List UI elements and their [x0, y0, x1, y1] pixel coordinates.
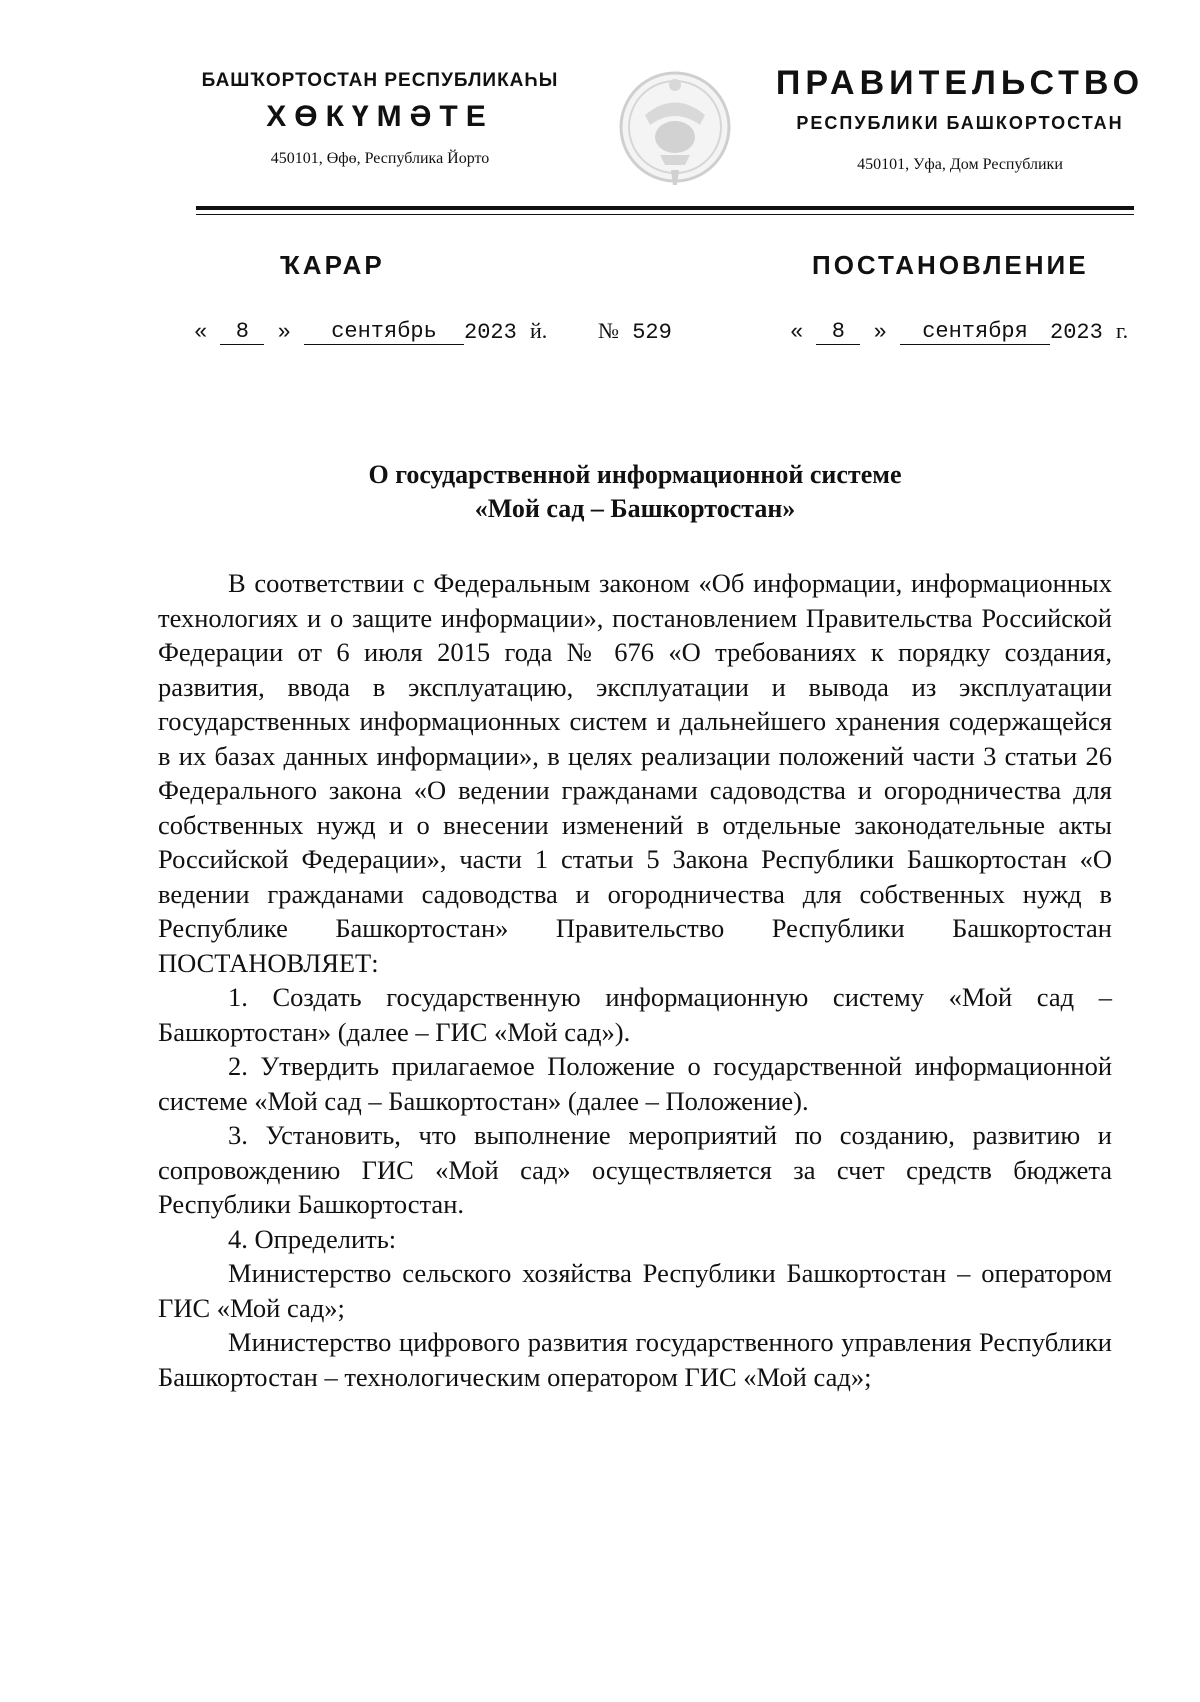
date-left-day: 8 — [220, 319, 264, 345]
date-right-month: сентября — [900, 319, 1050, 345]
document-number — [598, 318, 672, 345]
header-right-government: ПРАВИТЕЛЬСТВО — [775, 64, 1145, 102]
doc-type-left: ҠАРАР — [280, 250, 385, 280]
republic-coat-of-arms-icon — [615, 65, 735, 193]
body-item-4-tech-operator: Министерство цифрового развития государственного управления Республики Башкортостан – технологическим оператором ГИС «Мой сад»; — [158, 1327, 1112, 1392]
date-left-close-quote: » — [277, 320, 291, 345]
body-item-2: 2. Утвердить прилагаемое Положение о государственной информационной системе «Мой сад – Башкортостан» (далее – Положение). — [158, 1051, 1112, 1116]
header-divider-thick — [196, 206, 1134, 210]
document-body — [158, 566, 1112, 1394]
date-right-year: 2023 — [1050, 320, 1103, 345]
number-value: 529 — [632, 320, 672, 345]
date-left-month: сентябрь — [304, 319, 464, 345]
date-right-day: 8 — [816, 319, 860, 345]
header-right-address: 450101, Уфа, Дом Республики — [857, 156, 1063, 173]
body-preamble: В соответствии с Федеральным законом «Об информации, информационных технологиях и о защите информации», постановлением Правительства Российской Федерации от 6 июля 2015 года № 676 «О требованиях к порядку создания, развития, ввода в эксплуатацию, эксплуатации и вывода из эксплуатации государственных информационных систем и дальнейшего хранения содержащейся в их базах данных информации», в целях реализации положений части 3 статьи 26 Федерального закона «О ведении гражданами садоводства и огородничества для собственных нужд и о внесении изменений в отдельные законодательные акты Российской Федерации», части 1 статьи 5 Закона Республики Башкортостан «О ведении гражданами садоводства и огородничества для собственных нужд в Республике Башкортостан» Правительство Республики Башкортостан ПОСТАНОВЛЯЕТ: — [158, 568, 1112, 978]
date-left-year: 2023 — [464, 320, 517, 345]
header-left-republic: БАШҠОРТОСТАН РЕСПУБЛИКАҺЫ — [201, 70, 559, 91]
body-item-4-operator: Министерство сельского хозяйства Республики Башкортостан – оператором ГИС «Мой сад»; — [158, 1258, 1112, 1323]
date-left-open-quote: « — [194, 320, 208, 345]
header-left-government: ХӨКҮМӘТЕ — [266, 100, 494, 133]
date-right-close-quote: » — [873, 320, 887, 345]
header-divider-thin — [196, 214, 1134, 215]
date-left-suffix: й. — [530, 318, 548, 343]
document-title-line1: О государственной информационной системе — [368, 460, 902, 489]
header-right-republic: РЕСПУБЛИКИ БАШКОРТОСТАН — [796, 113, 1124, 133]
body-item-1: 1. Создать государственную информационную систему «Мой сад – Башкортостан» (далее – ГИС «Мой сад»). — [158, 982, 1112, 1047]
document-title-line2: «Мой сад – Башкортостан» — [474, 494, 796, 523]
document-title — [160, 458, 1110, 526]
date-left — [194, 318, 547, 345]
number-sign: № — [598, 318, 619, 343]
body-item-3: 3. Установить, что выполнение мероприятий по созданию, развитию и сопровождению ГИС «Мой сад» осуществляется за счет средств бюджета Республики Башкортостан. — [158, 1120, 1112, 1219]
header-right-block — [770, 64, 1150, 174]
body-item-4: 4. Определить: — [228, 1223, 397, 1254]
header-left-block — [160, 70, 600, 168]
date-right-suffix: г. — [1116, 318, 1129, 343]
date-right — [790, 318, 1128, 345]
date-right-open-quote: « — [790, 320, 804, 345]
doc-type-right: ПОСТАНОВЛЕНИЕ — [812, 250, 1089, 280]
header-left-address: 450101, Өфө, Республика Йорто — [270, 150, 490, 167]
